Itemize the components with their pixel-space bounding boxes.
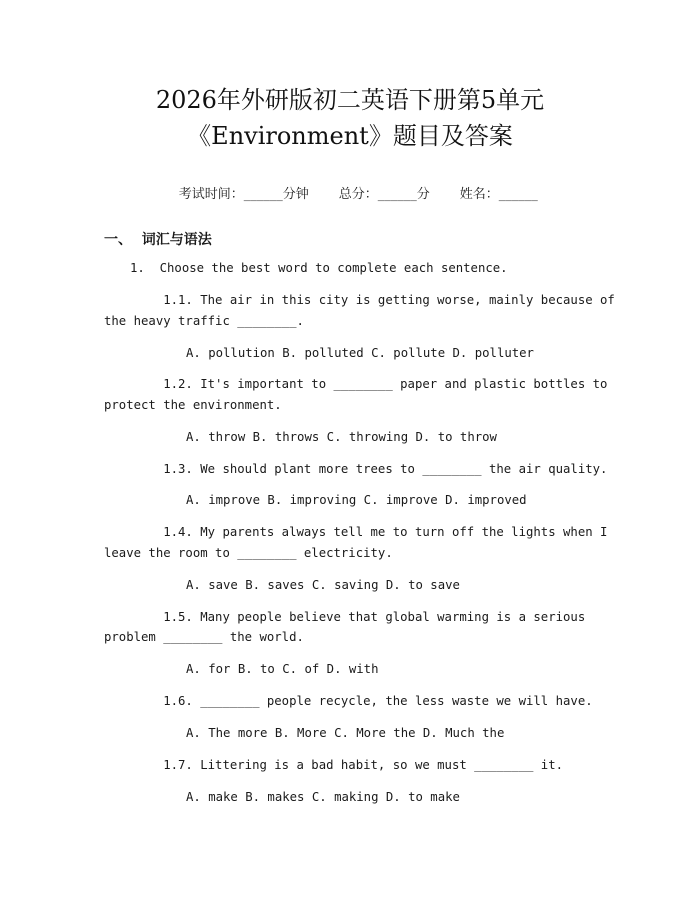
- question-1-2-options: A. throw B. throws C. throwing D. to throw: [186, 430, 497, 444]
- question-1-5-options: A. for B. to C. of D. with: [186, 662, 379, 676]
- question-1-1-line1: 1.1. The air in this city is getting worse, mainly because of: [104, 293, 615, 307]
- exam-score-field: 总分：______分: [338, 187, 430, 202]
- question-1-5-line2: problem ________ the world.: [104, 630, 304, 644]
- question-1-2-line1: 1.2. It's important to ________ paper and plastic bottles to: [104, 377, 608, 391]
- question-1-4-line1: 1.4. My parents always tell me to turn off the lights when I: [104, 525, 608, 539]
- question-1-4-options: A. save B. saves C. saving D. to save: [186, 578, 460, 592]
- question-1-6-line1: 1.6. ________ people recycle, the less waste we will have.: [104, 694, 593, 708]
- question-1-4-line2: leave the room to ________ electricity.: [104, 546, 393, 560]
- question-1-1-line2: the heavy traffic ________.: [104, 314, 304, 328]
- question-1-2-line2: protect the environment.: [104, 398, 282, 412]
- question-1-1-options: A. pollution B. polluted C. pollute D. polluter: [186, 346, 534, 360]
- question-1-7-options: A. make B. makes C. making D. to make: [186, 790, 460, 804]
- question-1-6-options: A. The more B. More C. More the D. Much the: [186, 726, 505, 740]
- document-title-line2: 《Environment》题目及答案: [187, 122, 513, 150]
- exam-name-field: 姓名：______: [459, 187, 538, 202]
- question-1-7-line1: 1.7. Littering is a bad habit, so we must ________ it.: [104, 758, 564, 772]
- question-1-3-line1: 1.3. We should plant more trees to ________ the air quality.: [104, 462, 608, 476]
- question-1-3-options: A. improve B. improving C. improve D. improved: [186, 493, 527, 507]
- section-heading: 一、 词汇与语法: [104, 232, 212, 248]
- exam-info: [0, 168, 700, 217]
- document-title-line1: 2026年外研版初二英语下册第5单元: [155, 86, 545, 114]
- question-1-5-line1: 1.5. Many people believe that global warming is a serious: [104, 610, 586, 624]
- section-instruction: 1. Choose the best word to complete each sentence.: [130, 261, 508, 275]
- exam-time-field: 考试时间：______分钟: [178, 187, 309, 202]
